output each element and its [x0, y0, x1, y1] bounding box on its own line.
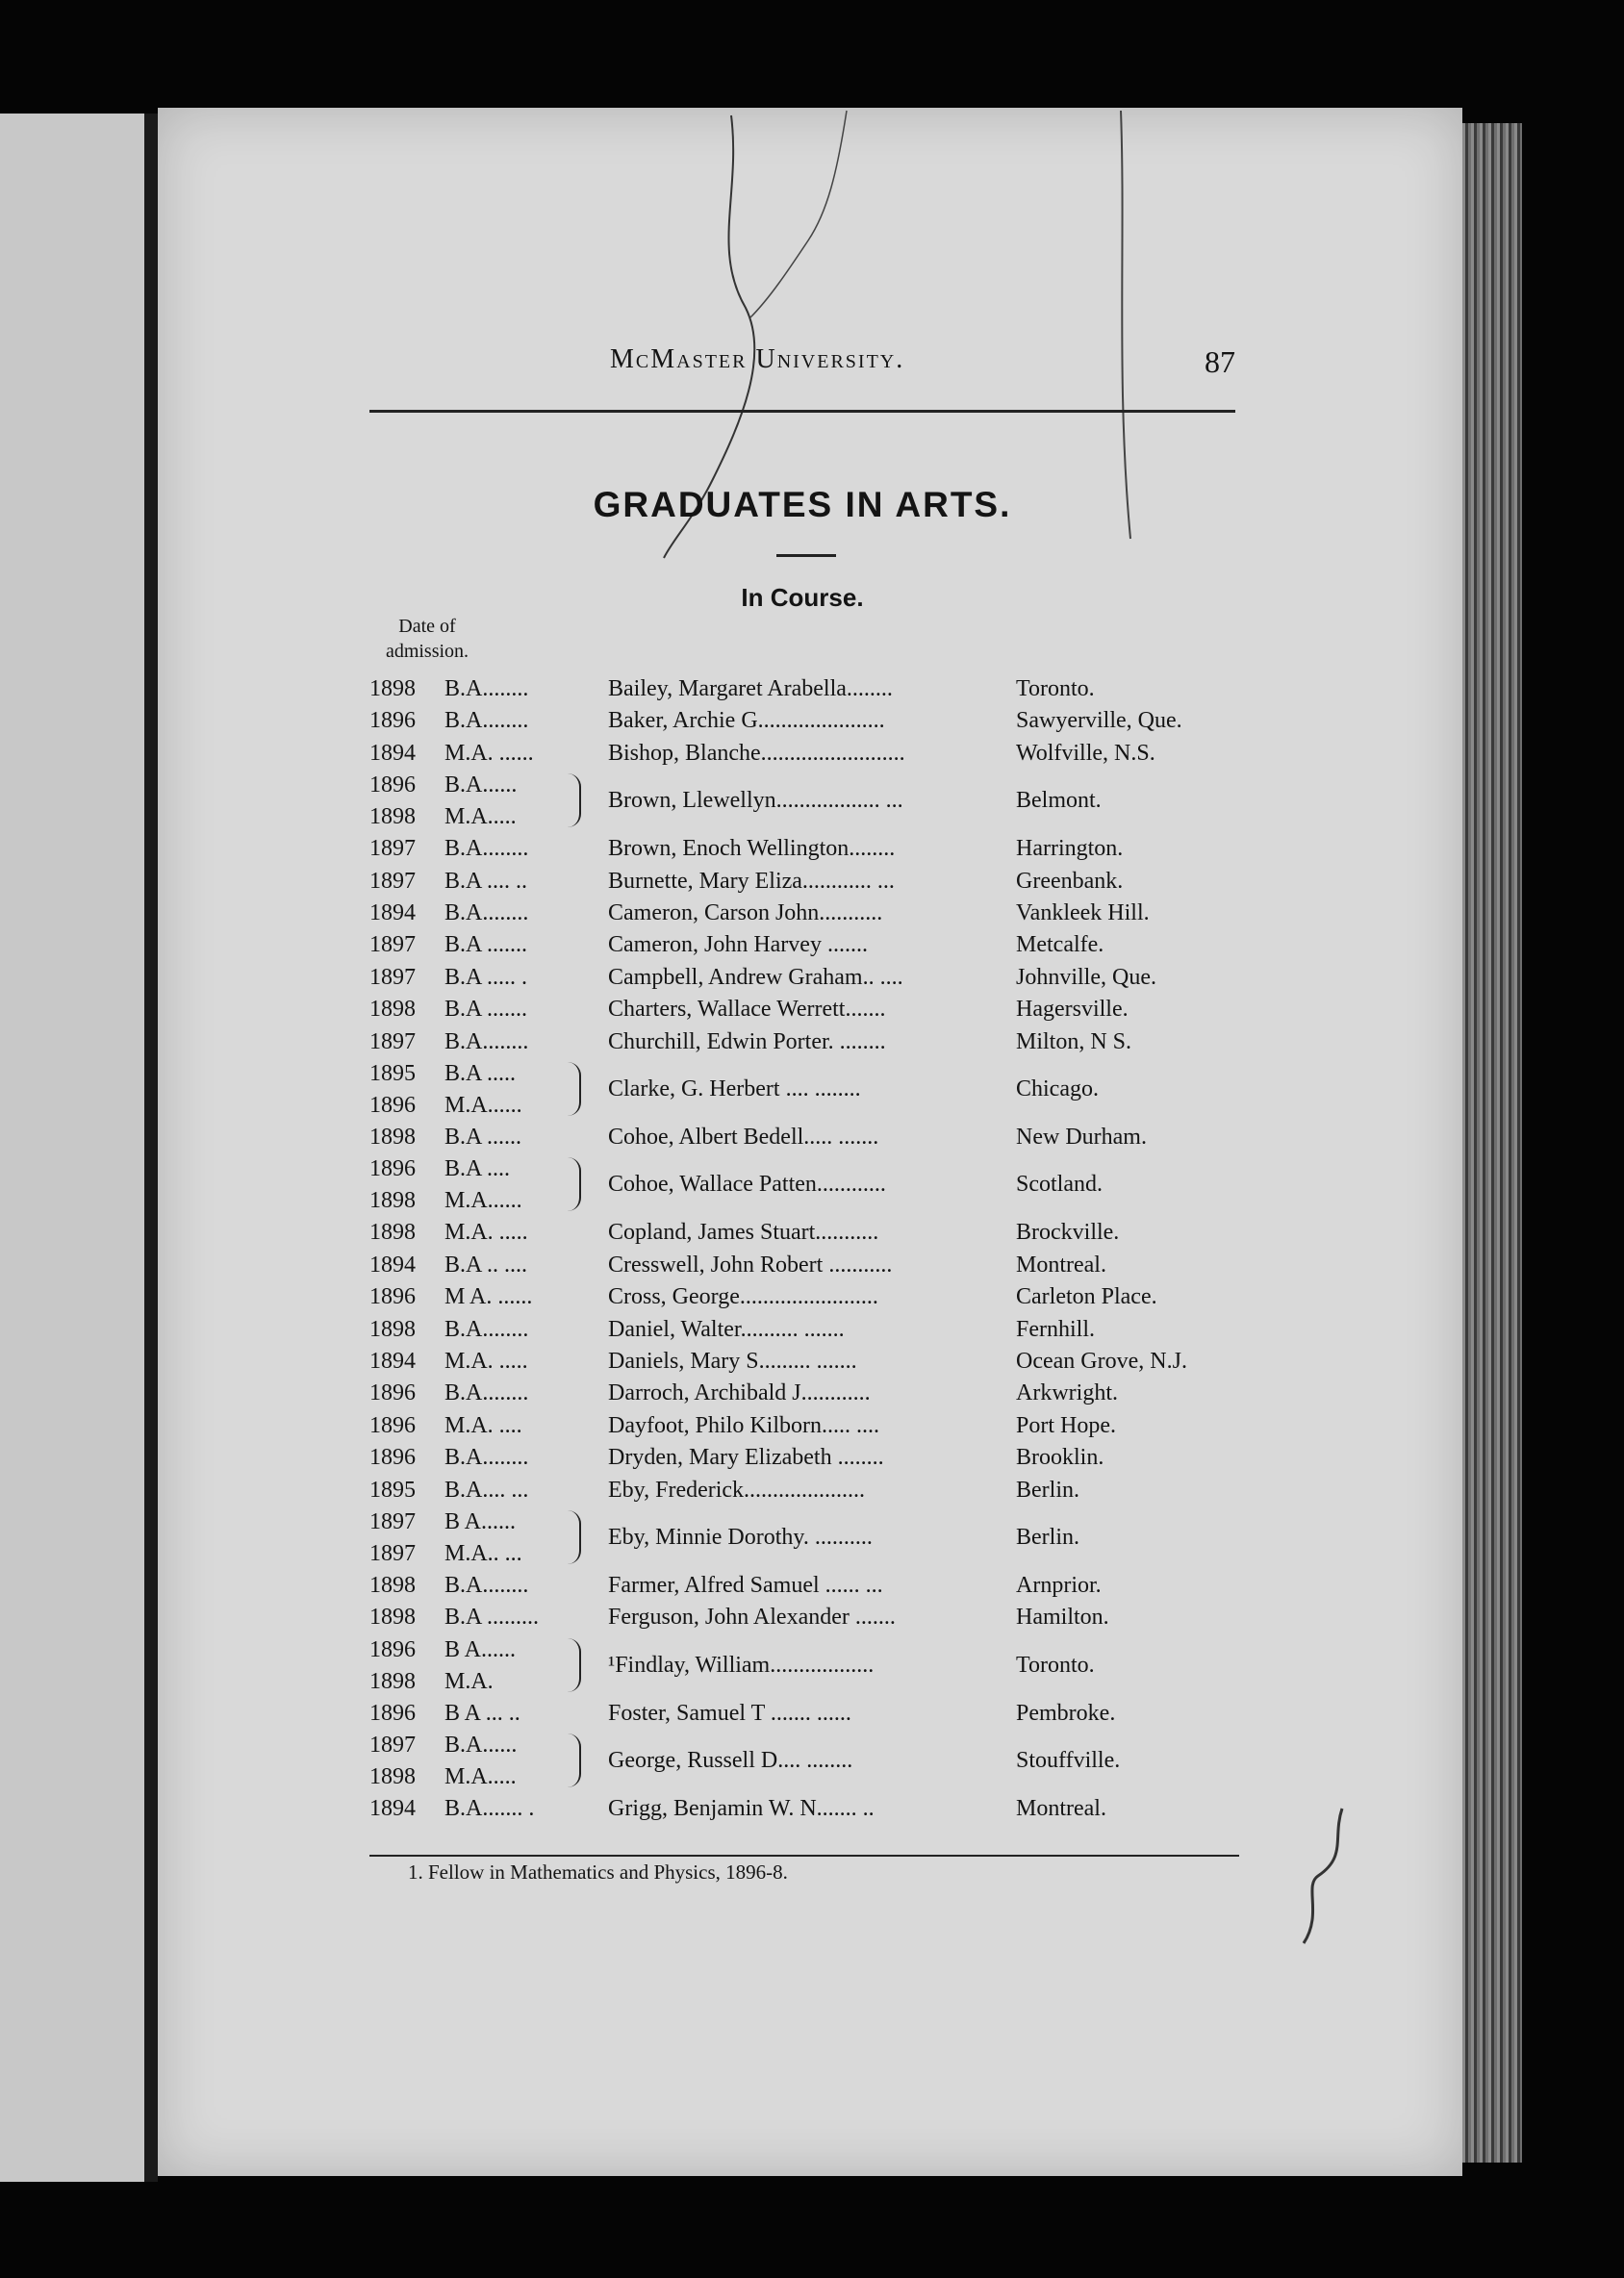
graduate-place: Carleton Place. [1016, 1284, 1157, 1310]
degree: B.A .... .. [444, 868, 528, 894]
graduate-place: Wolfville, N.S. [1016, 740, 1155, 766]
admission-year: 1894 [369, 1252, 416, 1278]
graduate-name: Bailey, Margaret Arabella........ [608, 676, 893, 701]
degree: B.A .. .... [444, 1252, 528, 1278]
date-label-line2: admission. [385, 641, 469, 662]
degree: B A...... [444, 1636, 517, 1662]
graduate-name: Dryden, Mary Elizabeth ........ [608, 1445, 884, 1471]
admission-year: 1898 [369, 1316, 416, 1342]
graduate-name: Cohoe, Wallace Patten............ [608, 1172, 886, 1198]
degree: B.A ...... [444, 1125, 522, 1150]
admission-year: 1898 [369, 1125, 416, 1150]
table-row [369, 1634, 1235, 1698]
graduate-place: Montreal. [1016, 1796, 1106, 1822]
table-row [369, 1026, 1235, 1058]
degree: M.A.. ... [444, 1541, 522, 1566]
table-row [369, 994, 1235, 1025]
graduate-name: Baker, Archie G...................... [608, 708, 885, 734]
degree: B.A ......... [444, 1605, 540, 1631]
degree: B.A........ [444, 836, 529, 862]
admission-year: 1898 [369, 1573, 416, 1598]
admission-year: 1898 [369, 1605, 416, 1631]
admission-year: 1898 [369, 804, 416, 830]
admission-year: 1898 [369, 1188, 416, 1214]
degree: B.A.... ... [444, 1477, 529, 1503]
degree: B.A........ [444, 1028, 529, 1054]
table-row [369, 1250, 1235, 1281]
graduate-name: Cross, George........................ [608, 1284, 878, 1310]
graduate-place: Toronto. [1016, 1652, 1095, 1678]
degree: M.A. ..... [444, 1349, 528, 1374]
graduate-name: Daniel, Walter.......... ....... [608, 1316, 845, 1342]
table-row [369, 1122, 1235, 1153]
graduate-name: Ferguson, John Alexander ....... [608, 1605, 896, 1631]
table-row [369, 866, 1235, 898]
graduate-place: Sawyerville, Que. [1016, 708, 1182, 734]
degree: B.A...... [444, 772, 518, 798]
degree: M.A...... [444, 1188, 522, 1214]
graduate-name: Brown, Llewellyn.................. ... [608, 788, 903, 814]
date-label-line1: Date of [398, 616, 456, 637]
brace-icon [566, 1510, 581, 1564]
graduate-place: Pembroke. [1016, 1700, 1116, 1726]
admission-year: 1894 [369, 740, 416, 766]
admission-year: 1898 [369, 1764, 416, 1790]
table-row [369, 770, 1235, 833]
graduate-place: Milton, N S. [1016, 1028, 1132, 1054]
degree: B.A....... . [444, 1796, 535, 1822]
admission-year: 1894 [369, 900, 416, 925]
admission-year: 1897 [369, 868, 416, 894]
admission-year: 1896 [369, 1636, 416, 1662]
graduate-name: Dayfoot, Philo Kilborn..... .... [608, 1412, 879, 1438]
graduate-place: Brooklin. [1016, 1445, 1104, 1471]
admission-year: 1897 [369, 932, 416, 958]
table-row [369, 898, 1235, 929]
running-title: McMaster University. [610, 344, 905, 374]
degree: B.A ....... [444, 997, 528, 1023]
table-row [369, 1378, 1235, 1409]
graduate-place: Chicago. [1016, 1076, 1099, 1101]
admission-year: 1896 [369, 1284, 416, 1310]
graduate-place: Hagersville. [1016, 997, 1129, 1023]
admission-year: 1896 [369, 1412, 416, 1438]
table-row [369, 1314, 1235, 1346]
graduate-place: Brockville. [1016, 1220, 1120, 1246]
table-row [369, 1442, 1235, 1474]
admission-year: 1896 [369, 1380, 416, 1406]
degree: B.A........ [444, 1316, 529, 1342]
table-row [369, 1058, 1235, 1122]
graduate-name: Burnette, Mary Eliza............ ... [608, 868, 895, 894]
brace-icon [566, 1062, 581, 1116]
graduate-place: Belmont. [1016, 788, 1102, 814]
graduate-name: Cameron, John Harvey ....... [608, 932, 868, 958]
admission-year: 1895 [369, 1477, 416, 1503]
graduate-name: Darroch, Archibald J............ [608, 1380, 871, 1406]
graduate-place: Toronto. [1016, 676, 1095, 701]
graduate-place: Arnprior. [1016, 1573, 1102, 1598]
title-rule [776, 554, 836, 557]
brace-icon [566, 1638, 581, 1692]
degree: B.A........ [444, 1445, 529, 1471]
admission-year: 1897 [369, 964, 416, 990]
table-row [369, 1346, 1235, 1378]
admission-year: 1896 [369, 1445, 416, 1471]
graduate-place: Scotland. [1016, 1172, 1103, 1198]
table-row [369, 1793, 1235, 1825]
table-row [369, 1506, 1235, 1570]
graduate-place: Port Hope. [1016, 1412, 1116, 1438]
brace-icon [566, 1157, 581, 1211]
degree: M A. ...... [444, 1284, 533, 1310]
graduate-place: Ocean Grove, N.J. [1016, 1349, 1187, 1374]
graduate-name: Eby, Minnie Dorothy. .......... [608, 1525, 873, 1550]
graduate-name: Clarke, G. Herbert .... ........ [608, 1076, 861, 1101]
graduate-name: Copland, James Stuart........... [608, 1220, 879, 1246]
admission-year: 1897 [369, 1509, 416, 1534]
graduate-name: Charters, Wallace Werrett....... [608, 997, 886, 1023]
table-row [369, 1730, 1235, 1793]
degree: B.A ..... [444, 1061, 517, 1086]
table-row [369, 833, 1235, 865]
graduate-place: Harrington. [1016, 836, 1124, 862]
graduate-place: Johnville, Que. [1016, 964, 1156, 990]
admission-year: 1897 [369, 1733, 416, 1759]
graduate-place: Vankleek Hill. [1016, 900, 1150, 925]
admission-year: 1898 [369, 997, 416, 1023]
table-row [369, 1570, 1235, 1602]
admission-year: 1896 [369, 708, 416, 734]
degree: M.A. ..... [444, 1220, 528, 1246]
graduate-place: Berlin. [1016, 1525, 1079, 1550]
graduate-name: Churchill, Edwin Porter. ........ [608, 1028, 886, 1054]
degree: B.A........ [444, 1573, 529, 1598]
graduate-name: Daniels, Mary S......... ....... [608, 1349, 857, 1374]
table-row [369, 1602, 1235, 1633]
graduate-name: Cresswell, John Robert ........... [608, 1252, 893, 1278]
admission-year: 1897 [369, 836, 416, 862]
admission-year: 1896 [369, 1156, 416, 1182]
column-label-date-of-admission [369, 614, 485, 664]
table-row [369, 962, 1235, 994]
degree: M.A. [444, 1668, 494, 1694]
graduate-place: Montreal. [1016, 1252, 1106, 1278]
degree: B.A ..... . [444, 964, 528, 990]
admission-year: 1894 [369, 1796, 416, 1822]
degree: B.A...... [444, 1733, 518, 1759]
admission-year: 1896 [369, 1700, 416, 1726]
book-binding [144, 114, 158, 2182]
graduate-place: Hamilton. [1016, 1605, 1109, 1631]
degree: M.A...... [444, 1093, 522, 1118]
table-row [369, 1217, 1235, 1249]
page-stack-edges [1462, 123, 1522, 2163]
degree: M.A..... [444, 804, 517, 830]
degree: B.A........ [444, 900, 529, 925]
page-header [369, 344, 1235, 392]
graduate-name: Farmer, Alfred Samuel ...... ... [608, 1573, 883, 1598]
header-rule [369, 410, 1235, 413]
section-subtitle: In Course. [741, 583, 864, 612]
table-row [369, 1281, 1235, 1313]
table-row [369, 1475, 1235, 1506]
facing-page-edge [0, 114, 148, 2182]
degree: B.A ....... [444, 932, 528, 958]
degree: B A...... [444, 1509, 517, 1534]
degree: M.A..... [444, 1764, 517, 1790]
footnote-rule [369, 1855, 1239, 1857]
graduate-place: Fernhill. [1016, 1316, 1095, 1342]
graduate-name: Cohoe, Albert Bedell..... ....... [608, 1125, 879, 1150]
degree: B.A........ [444, 676, 529, 701]
admission-year: 1894 [369, 1349, 416, 1374]
table-row [369, 929, 1235, 961]
graduate-name: George, Russell D.... ........ [608, 1748, 853, 1774]
degree: B.A........ [444, 708, 529, 734]
graduate-place: New Durham. [1016, 1125, 1147, 1150]
admission-year: 1896 [369, 772, 416, 798]
table-row [369, 738, 1235, 770]
admission-year: 1897 [369, 1541, 416, 1566]
table-row [369, 1153, 1235, 1217]
table-row [369, 1698, 1235, 1730]
footnote: 1. Fellow in Mathematics and Physics, 1896-8. [408, 1860, 788, 1884]
graduate-place: Metcalfe. [1016, 932, 1104, 958]
graduate-name: Eby, Frederick..................... [608, 1477, 866, 1503]
admission-year: 1898 [369, 1668, 416, 1694]
page-title: GRADUATES IN ARTS. [593, 485, 1012, 524]
graduate-name: Campbell, Andrew Graham.. .... [608, 964, 903, 990]
graduate-name: Bishop, Blanche......................... [608, 740, 905, 766]
graduate-name: Cameron, Carson John........... [608, 900, 883, 925]
degree: B.A........ [444, 1380, 529, 1406]
table-row [369, 705, 1235, 737]
brace-icon [566, 773, 581, 827]
admission-year: 1895 [369, 1061, 416, 1086]
graduate-place: Berlin. [1016, 1477, 1079, 1503]
graduate-name: ¹Findlay, William.................. [608, 1652, 875, 1678]
brace-icon [566, 1734, 581, 1787]
graduate-place: Stouffville. [1016, 1748, 1121, 1774]
degree: B.A .... [444, 1156, 511, 1182]
degree: M.A. .... [444, 1412, 522, 1438]
graduate-name: Brown, Enoch Wellington........ [608, 836, 896, 862]
degree: M.A. ...... [444, 740, 534, 766]
graduate-name: Foster, Samuel T ....... ...... [608, 1700, 851, 1726]
page-number: 87 [1205, 344, 1235, 379]
admission-year: 1898 [369, 1220, 416, 1246]
degree: B A ... .. [444, 1700, 520, 1726]
admission-year: 1897 [369, 1028, 416, 1054]
table-row [369, 673, 1235, 705]
admission-year: 1898 [369, 676, 416, 701]
graduate-name: Grigg, Benjamin W. N....... .. [608, 1796, 875, 1822]
table-row [369, 1410, 1235, 1442]
admission-year: 1896 [369, 1093, 416, 1118]
graduate-place: Arkwright. [1016, 1380, 1118, 1406]
graduate-place: Greenbank. [1016, 868, 1124, 894]
